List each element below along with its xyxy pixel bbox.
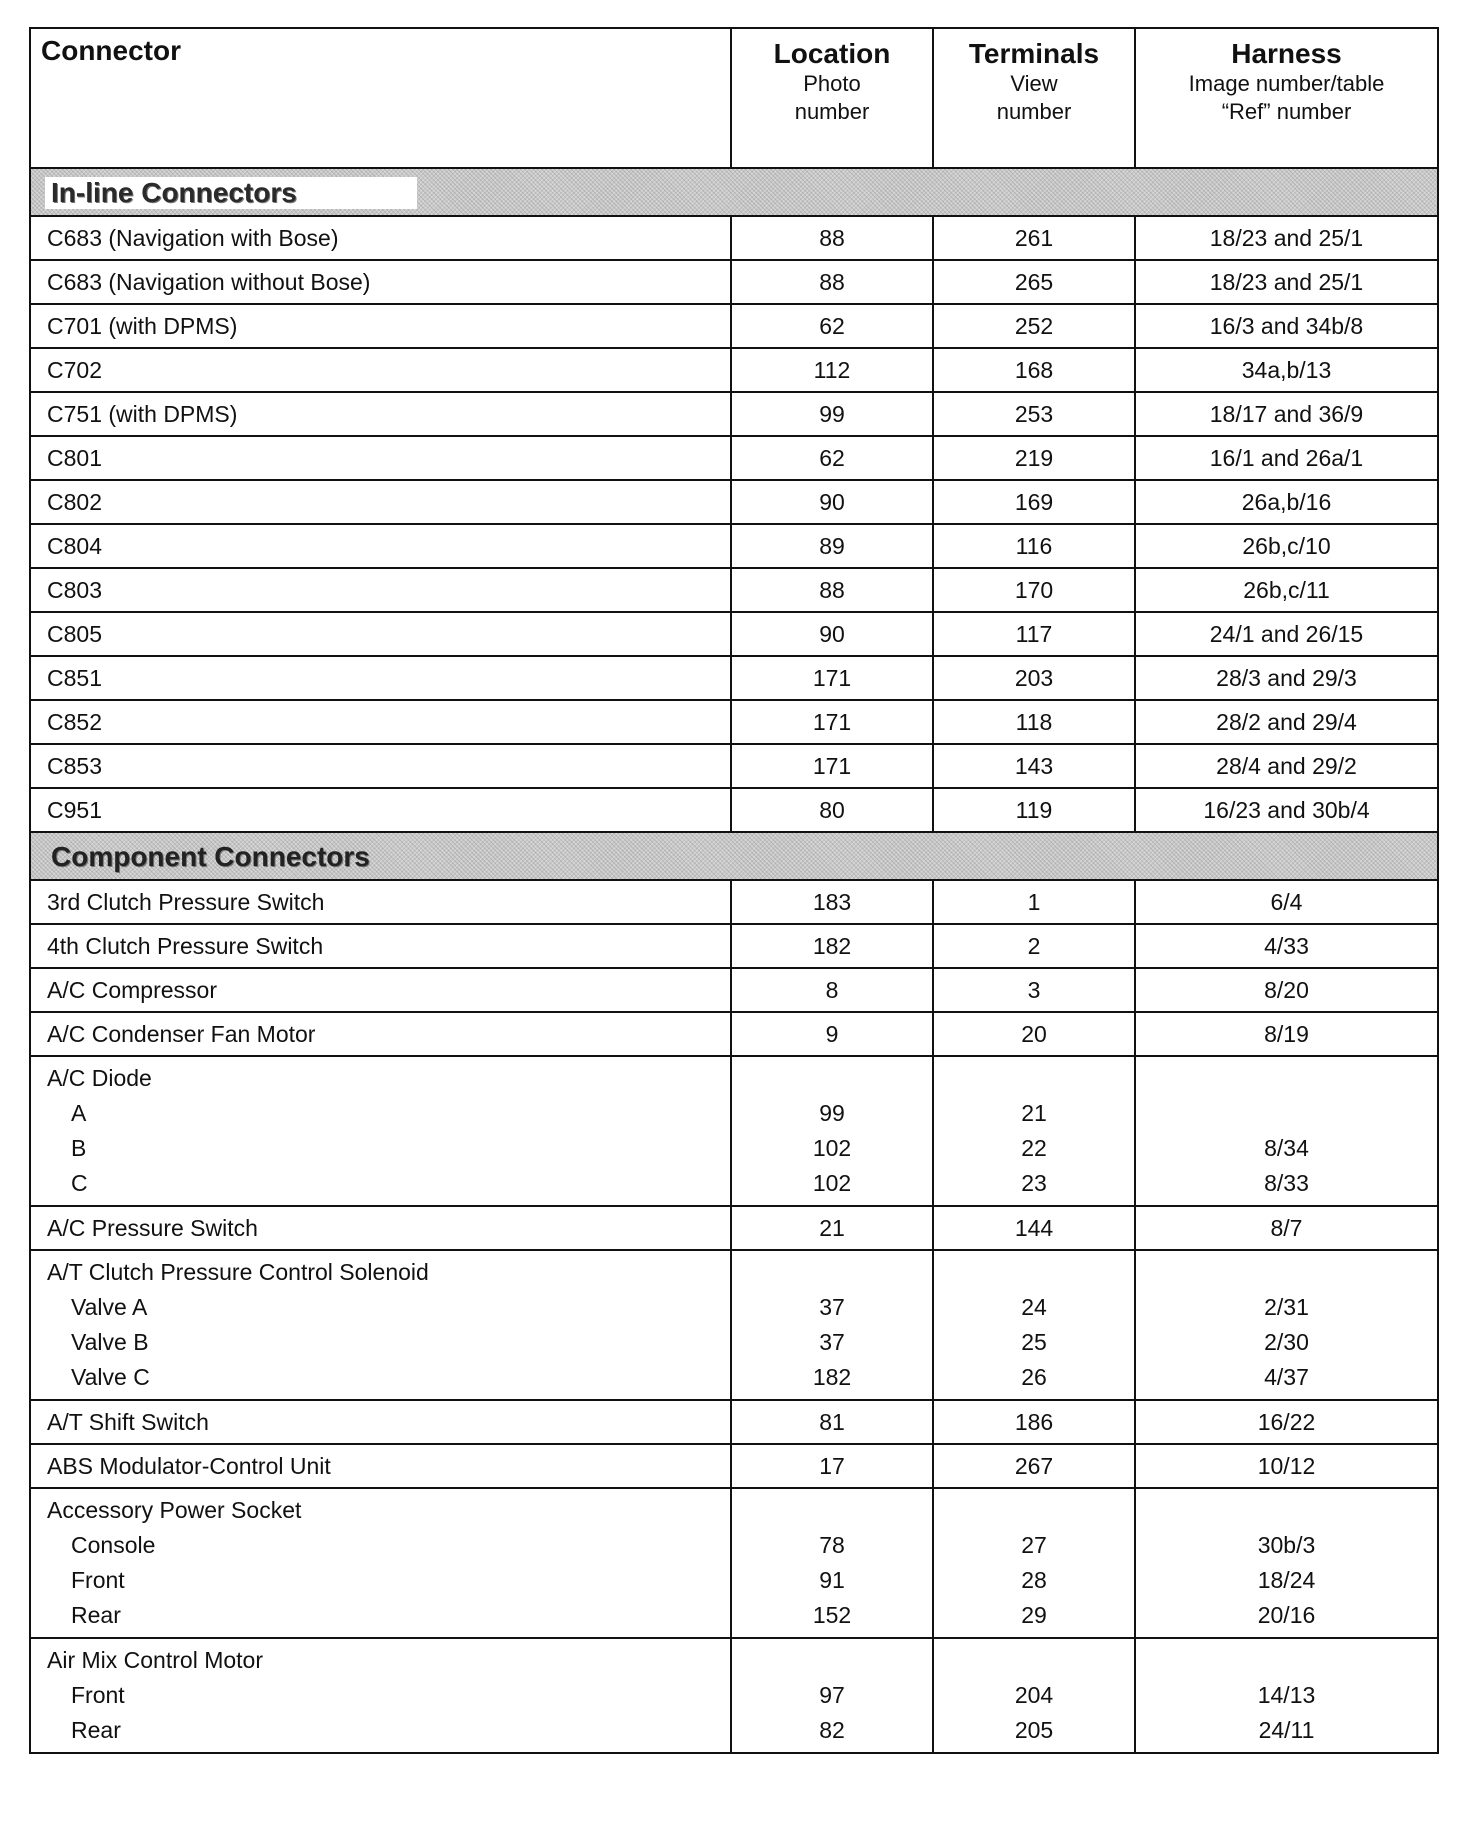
- location-number: 8: [731, 968, 933, 1012]
- harness-ref: 4/37: [1264, 1364, 1309, 1390]
- table-row-group: [30, 1056, 1438, 1206]
- header-terminals-sub1: View: [1010, 71, 1058, 96]
- table-row-group: [30, 1250, 1438, 1400]
- table-row: [30, 968, 1438, 1012]
- harness-ref: 18/17 and 36/9: [1135, 392, 1438, 436]
- terminals-number: 170: [933, 568, 1135, 612]
- connector-name: 4th Clutch Pressure Switch: [30, 924, 731, 968]
- connector-name: ABS Modulator-Control Unit: [30, 1444, 731, 1488]
- harness-ref: 2/30: [1264, 1329, 1309, 1355]
- connector-name: C852: [30, 700, 731, 744]
- connector-name: A/C Diode: [47, 1065, 152, 1091]
- connector-name: C702: [30, 348, 731, 392]
- table-row: [30, 304, 1438, 348]
- harness-ref: 16/22: [1135, 1400, 1438, 1444]
- connector-table: [29, 27, 1439, 1754]
- sub-connector-name: Rear: [71, 1602, 121, 1628]
- location-number: 171: [731, 744, 933, 788]
- terminals-number: 219: [933, 436, 1135, 480]
- section-inline-connectors: [30, 168, 1438, 216]
- connector-name: C751 (with DPMS): [30, 392, 731, 436]
- connector-name: 3rd Clutch Pressure Switch: [30, 880, 731, 924]
- table-row: [30, 348, 1438, 392]
- sub-connector-name: A: [71, 1100, 87, 1126]
- terminals-number: 169: [933, 480, 1135, 524]
- header-harness: [1135, 28, 1438, 168]
- harness-ref: 8/34: [1264, 1135, 1309, 1161]
- harness-ref: 8/33: [1264, 1170, 1309, 1196]
- terminals-number: 253: [933, 392, 1135, 436]
- location-number: 17: [731, 1444, 933, 1488]
- table-row: [30, 1012, 1438, 1056]
- connector-name: A/T Clutch Pressure Control Solenoid: [47, 1259, 429, 1285]
- harness-ref: 8/20: [1135, 968, 1438, 1012]
- harness-ref: 30b/3: [1257, 1532, 1316, 1558]
- terminals-number: 116: [933, 524, 1135, 568]
- location-number: 99: [819, 1100, 845, 1126]
- location-number: 152: [812, 1602, 852, 1628]
- harness-ref: 20/16: [1257, 1602, 1316, 1628]
- terminals-number: 204: [1014, 1682, 1054, 1708]
- table-row: [30, 700, 1438, 744]
- location-number: 37: [819, 1294, 845, 1320]
- connector-name: C951: [30, 788, 731, 832]
- harness-ref: 16/3 and 34b/8: [1135, 304, 1438, 348]
- header-harness-sub1: Image number/table: [1188, 71, 1385, 96]
- header-location-sub1: Photo: [803, 71, 861, 96]
- location-number: 82: [819, 1717, 845, 1743]
- table-row: [30, 924, 1438, 968]
- terminals-number: 26: [1021, 1364, 1047, 1390]
- harness-ref: 16/1 and 26a/1: [1135, 436, 1438, 480]
- connector-name: C802: [30, 480, 731, 524]
- terminals-number: 27: [1021, 1532, 1047, 1558]
- terminals-number: 186: [933, 1400, 1135, 1444]
- connector-name: A/C Condenser Fan Motor: [30, 1012, 731, 1056]
- header-connector-title: Connector: [41, 35, 181, 66]
- harness-ref: 18/23 and 25/1: [1135, 260, 1438, 304]
- terminals-number: 118: [933, 700, 1135, 744]
- terminals-number: 22: [1021, 1135, 1047, 1161]
- header-terminals-title: Terminals: [968, 38, 1100, 69]
- harness-ref: 26b,c/11: [1135, 568, 1438, 612]
- location-number: 99: [731, 392, 933, 436]
- table-row: [30, 1444, 1438, 1488]
- header-terminals-sub2: number: [996, 99, 1072, 124]
- terminals-number: 143: [933, 744, 1135, 788]
- connector-name: C801: [30, 436, 731, 480]
- sub-connector-name: Valve A: [71, 1294, 148, 1320]
- connector-name: Air Mix Control Motor: [47, 1647, 263, 1673]
- connector-name: C683 (Navigation with Bose): [30, 216, 731, 260]
- harness-ref: 34a,b/13: [1135, 348, 1438, 392]
- harness-ref: 4/33: [1135, 924, 1438, 968]
- harness-ref: 6/4: [1135, 880, 1438, 924]
- harness-ref: [1136, 1096, 1437, 1131]
- harness-ref: 24/11: [1258, 1717, 1315, 1743]
- connector-name: C853: [30, 744, 731, 788]
- table-row: [30, 568, 1438, 612]
- harness-ref: 18/23 and 25/1: [1135, 216, 1438, 260]
- terminals-number: 23: [1021, 1170, 1047, 1196]
- location-number: 182: [731, 924, 933, 968]
- connector-name: C701 (with DPMS): [30, 304, 731, 348]
- location-number: 171: [731, 656, 933, 700]
- header-location-sub2: number: [794, 99, 870, 124]
- location-number: 78: [819, 1532, 845, 1558]
- harness-ref: 10/12: [1135, 1444, 1438, 1488]
- location-number: 97: [819, 1682, 845, 1708]
- connector-table-page: [29, 27, 1437, 1754]
- table-row: [30, 1400, 1438, 1444]
- harness-ref: 16/23 and 30b/4: [1135, 788, 1438, 832]
- connector-name: C805: [30, 612, 731, 656]
- harness-ref: 14/13: [1257, 1682, 1316, 1708]
- table-row: [30, 392, 1438, 436]
- terminals-number: 1: [933, 880, 1135, 924]
- terminals-number: 267: [933, 1444, 1135, 1488]
- header-location: [731, 28, 933, 168]
- table-row: [30, 216, 1438, 260]
- sub-connector-name: Console: [71, 1532, 156, 1558]
- terminals-number: 29: [1021, 1602, 1047, 1628]
- location-number: 21: [731, 1206, 933, 1250]
- location-number: 88: [731, 568, 933, 612]
- sub-connector-name: C: [71, 1170, 88, 1196]
- table-row-group: [30, 1638, 1438, 1753]
- connector-name: A/C Compressor: [30, 968, 731, 1012]
- terminals-number: 119: [933, 788, 1135, 832]
- harness-ref: 2/31: [1264, 1294, 1309, 1320]
- location-number: 182: [812, 1364, 852, 1390]
- terminals-number: 3: [933, 968, 1135, 1012]
- location-number: 62: [731, 304, 933, 348]
- table-header-row: [30, 28, 1438, 168]
- location-number: 37: [819, 1329, 845, 1355]
- location-number: 62: [731, 436, 933, 480]
- location-number: 9: [731, 1012, 933, 1056]
- terminals-number: 28: [1021, 1567, 1047, 1593]
- location-number: 102: [812, 1135, 852, 1161]
- location-number: 80: [731, 788, 933, 832]
- header-terminals: [933, 28, 1135, 168]
- connector-name: C683 (Navigation without Bose): [30, 260, 731, 304]
- location-number: 183: [731, 880, 933, 924]
- table-row-group: [30, 1488, 1438, 1638]
- terminals-number: 24: [1021, 1294, 1047, 1320]
- location-number: 112: [731, 348, 933, 392]
- section-component-connectors: [30, 832, 1438, 880]
- connector-name: Accessory Power Socket: [47, 1497, 302, 1523]
- terminals-number: 203: [933, 656, 1135, 700]
- terminals-number: 252: [933, 304, 1135, 348]
- header-harness-title: Harness: [1231, 38, 1342, 69]
- sub-connector-name: Rear: [71, 1717, 121, 1743]
- connector-name: C804: [30, 524, 731, 568]
- harness-ref: 8/19: [1135, 1012, 1438, 1056]
- section-title: In-line Connectors: [45, 177, 417, 209]
- harness-ref: 26b,c/10: [1135, 524, 1438, 568]
- table-row: [30, 480, 1438, 524]
- header-connector: [30, 28, 731, 168]
- connector-name: A/T Shift Switch: [30, 1400, 731, 1444]
- harness-ref: 28/3 and 29/3: [1135, 656, 1438, 700]
- table-row: [30, 656, 1438, 700]
- location-number: 102: [812, 1170, 852, 1196]
- terminals-number: 25: [1021, 1329, 1047, 1355]
- location-number: 171: [731, 700, 933, 744]
- harness-ref: 24/1 and 26/15: [1135, 612, 1438, 656]
- table-row: [30, 612, 1438, 656]
- location-number: 89: [731, 524, 933, 568]
- terminals-number: 21: [1021, 1100, 1047, 1126]
- table-row: [30, 436, 1438, 480]
- table-row: [30, 880, 1438, 924]
- header-harness-sub2: “Ref” number: [1221, 99, 1352, 124]
- terminals-number: 144: [933, 1206, 1135, 1250]
- location-number: 90: [731, 480, 933, 524]
- location-number: 91: [819, 1567, 845, 1593]
- header-location-title: Location: [773, 38, 891, 69]
- table-row: [30, 744, 1438, 788]
- location-number: 81: [731, 1400, 933, 1444]
- terminals-number: 20: [933, 1012, 1135, 1056]
- harness-ref: 26a,b/16: [1135, 480, 1438, 524]
- terminals-number: 205: [1014, 1717, 1054, 1743]
- table-row: [30, 1206, 1438, 1250]
- sub-connector-name: Front: [71, 1682, 125, 1708]
- sub-connector-name: Valve C: [71, 1364, 150, 1390]
- harness-ref: 28/4 and 29/2: [1135, 744, 1438, 788]
- terminals-number: 261: [933, 216, 1135, 260]
- location-number: 88: [731, 260, 933, 304]
- table-row: [30, 788, 1438, 832]
- section-title: Component Connectors: [51, 841, 370, 872]
- connector-name: A/C Pressure Switch: [30, 1206, 731, 1250]
- location-number: 90: [731, 612, 933, 656]
- location-number: 88: [731, 216, 933, 260]
- harness-ref: 18/24: [1257, 1567, 1316, 1593]
- sub-connector-name: Valve B: [71, 1329, 149, 1355]
- harness-ref: 8/7: [1135, 1206, 1438, 1250]
- connector-name: C851: [30, 656, 731, 700]
- terminals-number: 168: [933, 348, 1135, 392]
- terminals-number: 265: [933, 260, 1135, 304]
- connector-name: C803: [30, 568, 731, 612]
- table-row: [30, 260, 1438, 304]
- terminals-number: 117: [933, 612, 1135, 656]
- sub-connector-name: B: [71, 1135, 87, 1161]
- sub-connector-name: Front: [71, 1567, 125, 1593]
- table-row: [30, 524, 1438, 568]
- harness-ref: 28/2 and 29/4: [1135, 700, 1438, 744]
- terminals-number: 2: [933, 924, 1135, 968]
